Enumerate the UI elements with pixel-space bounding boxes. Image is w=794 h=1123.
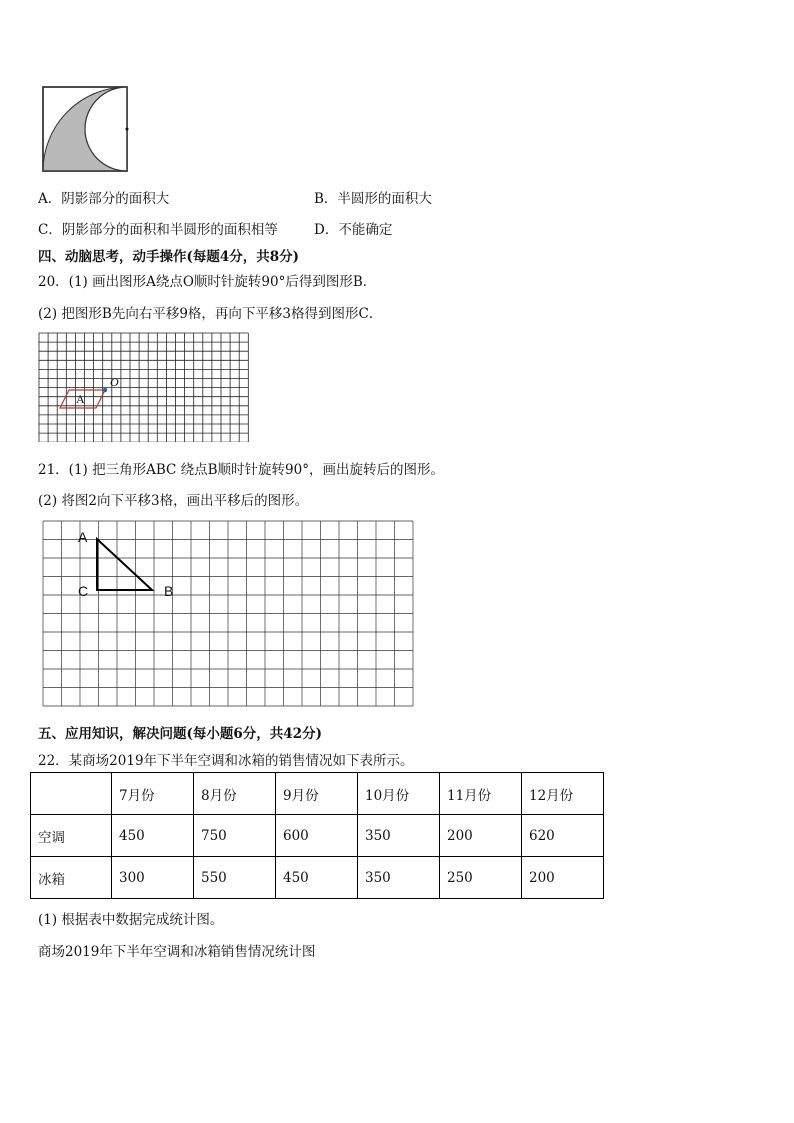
chart-title: 商场2019年下半年空调和冰箱销售情况统计图 bbox=[38, 944, 316, 960]
center-point bbox=[126, 128, 129, 131]
table-cell: 600 bbox=[276, 815, 358, 857]
label-a-20: A bbox=[76, 392, 85, 406]
table-cell: 11月份 bbox=[440, 773, 522, 815]
table-row bbox=[31, 857, 604, 899]
table-cell: 450 bbox=[276, 857, 358, 899]
section-5-heading: 五、应用知识，解决问题(每小题6分，共42分) bbox=[38, 726, 322, 742]
question-21-part-2: (2) 将图2向下平移3格，画出平移后的图形。 bbox=[38, 493, 309, 509]
label-a-21: A bbox=[78, 529, 88, 545]
table-cell: 450 bbox=[112, 815, 194, 857]
table-cell: 350 bbox=[358, 857, 440, 899]
table-cell: 12月份 bbox=[522, 773, 604, 815]
triangle-abc bbox=[97, 539, 152, 590]
table-cell: 9月份 bbox=[276, 773, 358, 815]
label-c-21: C bbox=[78, 583, 89, 599]
table-cell: 620 bbox=[522, 815, 604, 857]
table-header-row bbox=[31, 773, 604, 815]
table-cell: 冰箱 bbox=[31, 857, 112, 899]
table-cell: 300 bbox=[112, 857, 194, 899]
table-cell: 250 bbox=[440, 857, 522, 899]
table-cell: 10月份 bbox=[358, 773, 440, 815]
question-22-intro: 22．某商场2019年下半年空调和冰箱的销售情况如下表所示。 bbox=[38, 753, 414, 769]
table-row bbox=[31, 815, 604, 857]
section-4-heading: 四、动脑思考，动手操作(每题4分，共8分) bbox=[38, 249, 300, 265]
table-cell: 7月份 bbox=[112, 773, 194, 815]
option-b: B．半圆形的面积大 bbox=[314, 191, 432, 207]
table-cell: 750 bbox=[194, 815, 276, 857]
label-b-21: B bbox=[164, 583, 174, 599]
grid-figure-20 bbox=[38, 332, 254, 442]
question-20-part-2: (2) 把图形B先向右平移9格，再向下平移3格得到图形C． bbox=[38, 306, 383, 322]
option-c: C．阴影部分的面积和半圆形的面积相等 bbox=[38, 222, 278, 238]
option-d: D．不能确定 bbox=[314, 222, 393, 238]
option-a: A．阴影部分的面积大 bbox=[38, 191, 170, 207]
question-20-part-1: 20．(1) 画出图形A绕点O顺时针旋转90°后得到图形B． bbox=[38, 274, 377, 290]
table-cell bbox=[31, 773, 112, 815]
table-cell: 550 bbox=[194, 857, 276, 899]
square-semicircle-figure bbox=[40, 84, 132, 174]
table-cell: 8月份 bbox=[194, 773, 276, 815]
label-o: O bbox=[110, 375, 119, 389]
sales-table bbox=[30, 772, 604, 899]
table-cell: 350 bbox=[358, 815, 440, 857]
table-cell: 空调 bbox=[31, 815, 112, 857]
question-22-sub-1: (1) 根据表中数据完成统计图。 bbox=[38, 912, 224, 928]
table-cell: 200 bbox=[522, 857, 604, 899]
question-21-part-1: 21．(1) 把三角形ABC 绕点B顺时针旋转90°，画出旋转后的图形。 bbox=[38, 462, 444, 478]
point-o bbox=[103, 388, 107, 392]
table-cell: 200 bbox=[440, 815, 522, 857]
grid-figure-21 bbox=[42, 520, 416, 710]
